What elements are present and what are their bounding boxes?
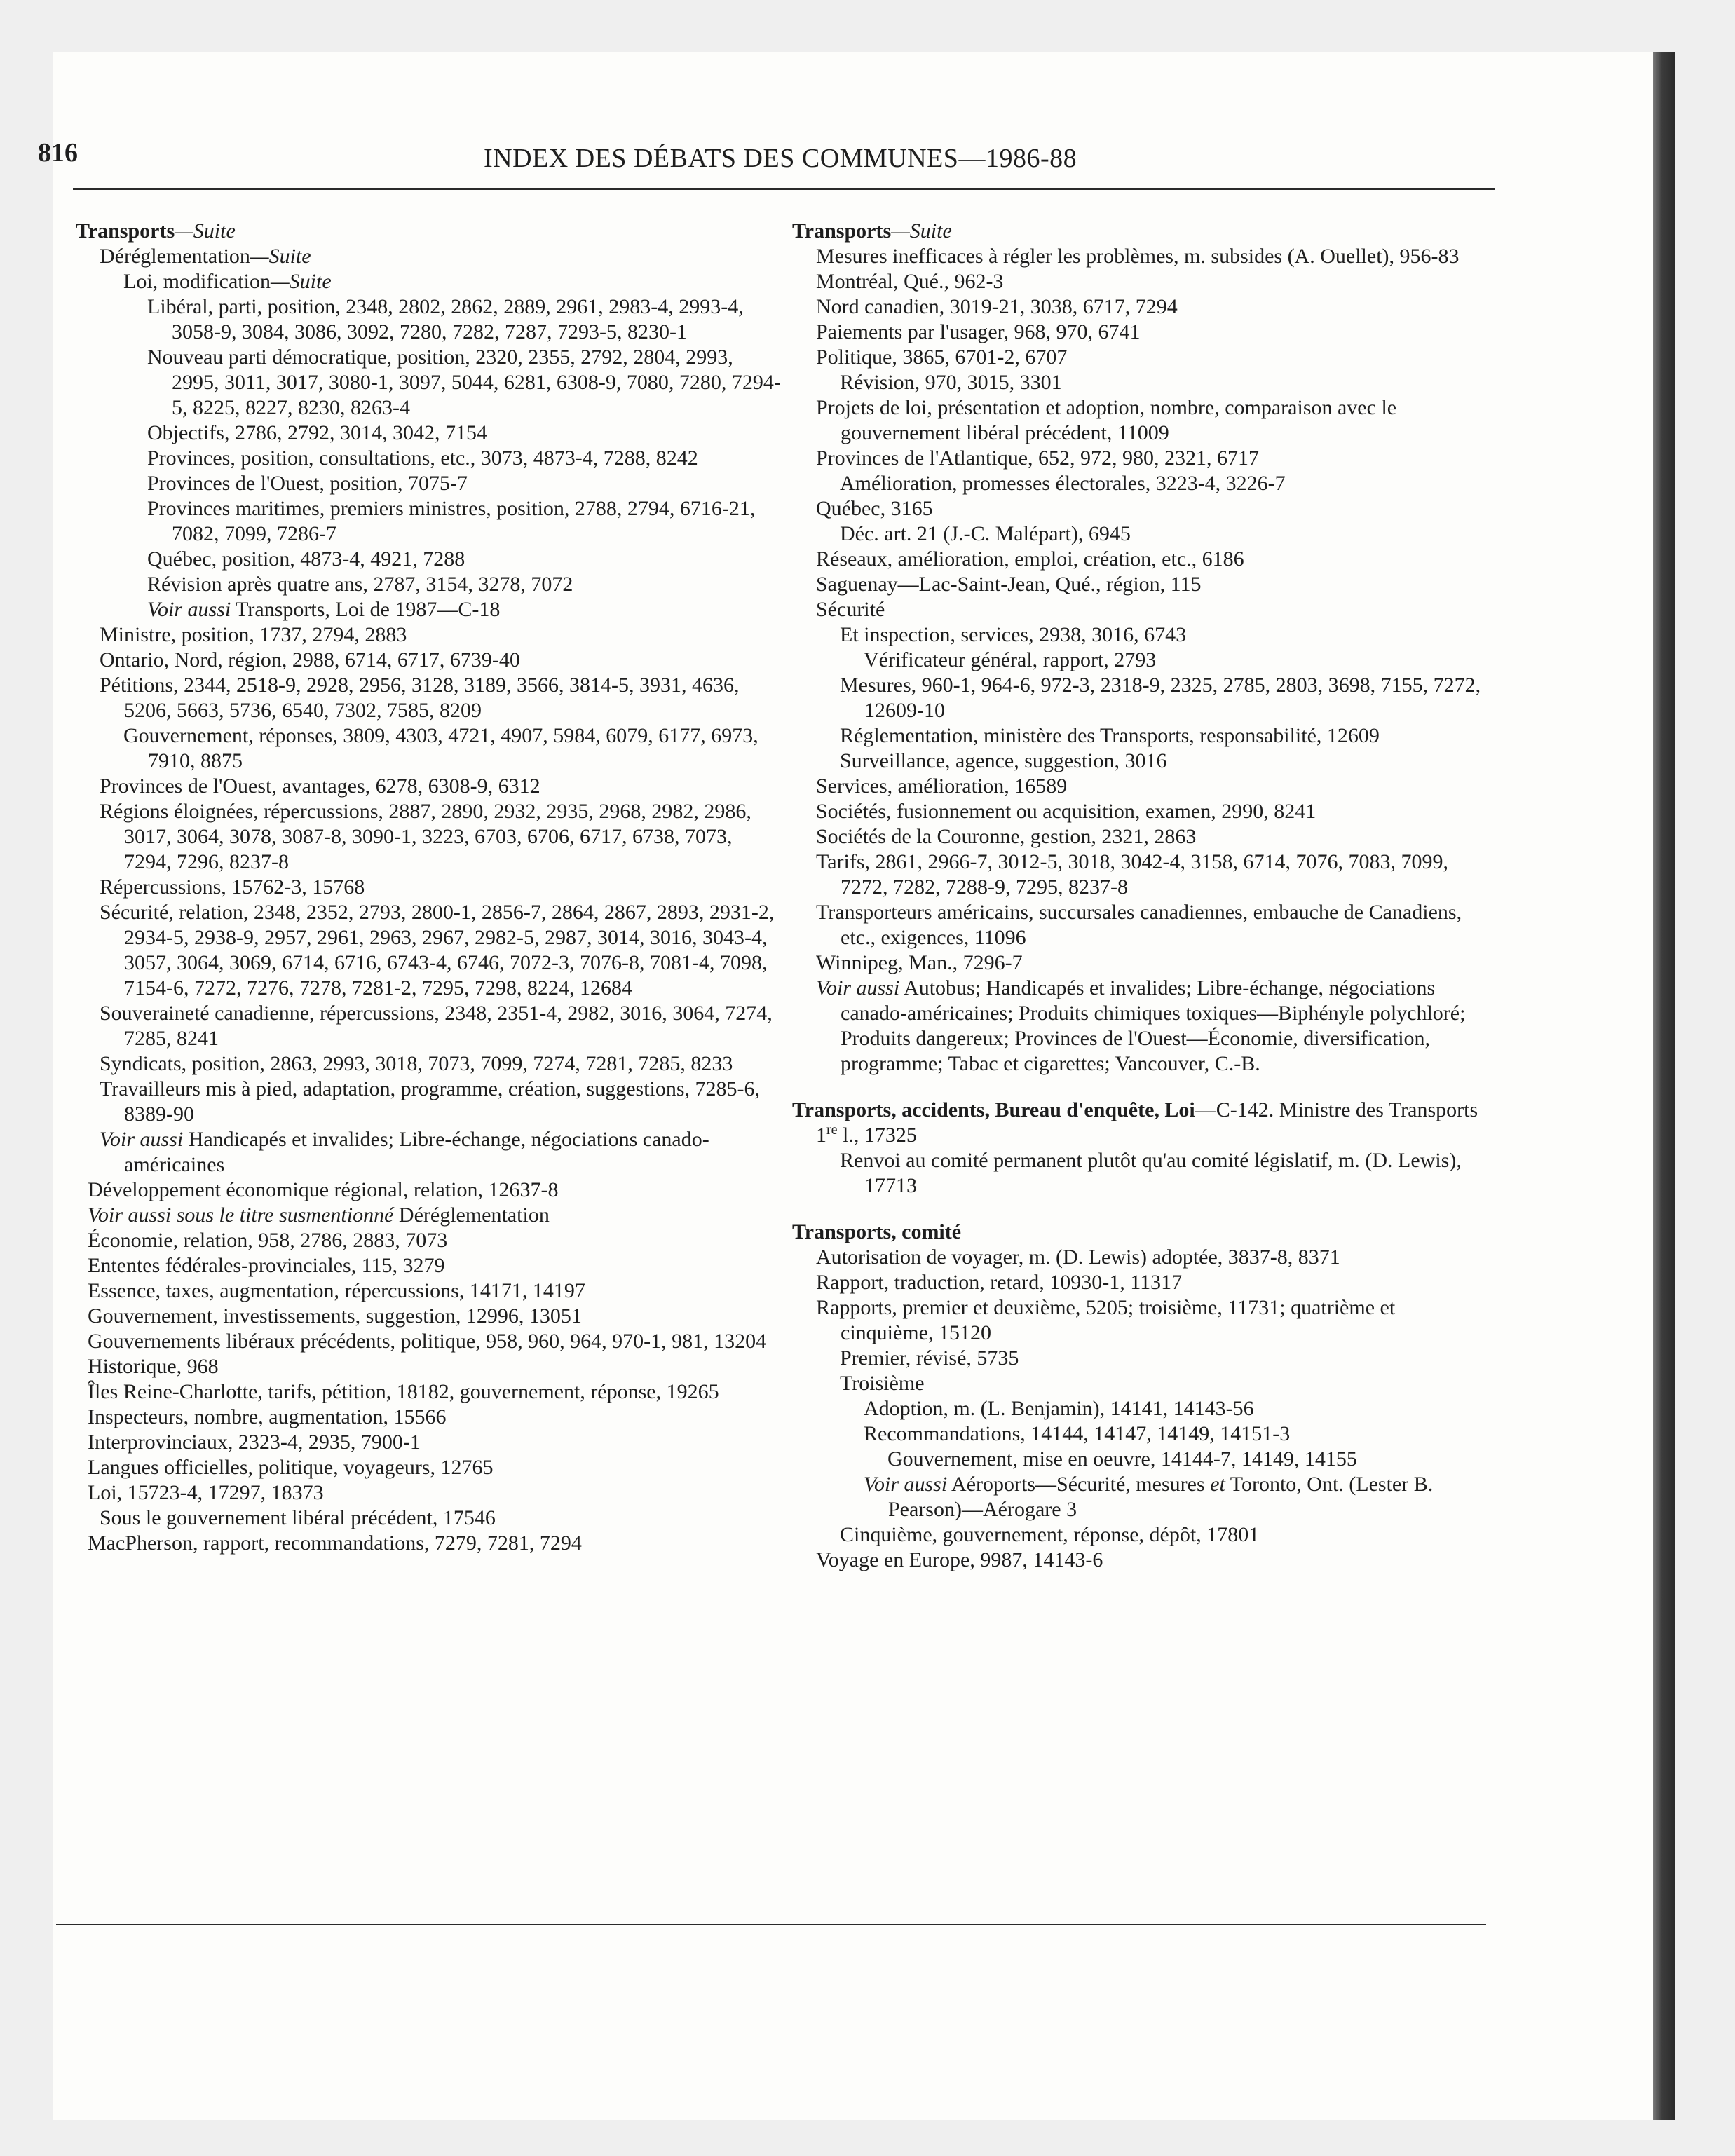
index-entry	[817, 850, 1493, 900]
entry-text: Loi, 15723-4, 17297, 18373	[88, 1481, 324, 1504]
index-entry	[817, 1346, 1493, 1371]
index-entry	[817, 799, 1493, 824]
index-entry	[88, 1455, 784, 1480]
entry-text: Tarifs, 2861, 2966-7, 3012-5, 3018, 3042-4, 3158, 6714, 7076, 7083, 7099, 7272, 7282, 7288-9, 7295, 8237-8	[816, 850, 1449, 899]
index-entry	[817, 648, 1493, 673]
index-entry	[817, 294, 1493, 320]
index-heading	[792, 219, 1493, 244]
index-entry	[88, 1354, 784, 1379]
entry-text: Objectifs, 2786, 2792, 3014, 3042, 7154	[147, 421, 487, 444]
index-entry	[88, 1178, 784, 1203]
entry-text: Sociétés, fusionnement ou acquisition, examen, 2990, 8241	[816, 800, 1316, 823]
index-entry	[100, 1001, 784, 1051]
index-entry	[817, 547, 1493, 572]
index-entry	[817, 244, 1493, 269]
entry-text: Sécurité, relation, 2348, 2352, 2793, 2800-1, 2856-7, 2864, 2867, 2893, 2931-2, 2934-5, 2938-9, 2957, 2961, 2963, 2967, 2982-5, 2987, 3014, 3016, 3043-4, 3057, 3064, 3069, 6714, 6716, 6743-4, 6746, 7072-3, 7076-8, 7081-4, 7098, 7154-6, 7272, 7276, 7278, 7281-2, 7295, 7298, 8224, 12684	[100, 901, 775, 999]
index-entry	[817, 774, 1493, 799]
index-entry	[100, 345, 784, 421]
entry-text: Gouvernement, réponses, 3809, 4303, 4721, 4907, 5984, 6079, 6177, 6973, 7910, 8875	[123, 724, 758, 772]
index-entry	[88, 1405, 784, 1430]
entry-text: 1	[816, 1124, 826, 1147]
entry-text: Sécurité	[816, 598, 885, 621]
index-entry	[100, 421, 784, 446]
index-entry	[817, 471, 1493, 496]
index-entry	[817, 1472, 1493, 1522]
entry-text: Provinces, position, consultations, etc., 3073, 4873-4, 7288, 8242	[147, 446, 698, 470]
entry-text: Transporteurs américains, succursales canadiennes, embauche de Canadiens, etc., exigences, 11096	[816, 901, 1462, 949]
entry-text-cont: Toronto, Ont. (Lester B. Pearson)—Aérogare 3	[888, 1473, 1434, 1521]
entry-text: Transports, comité	[792, 1220, 962, 1243]
entry-text: Transports, accidents, Bureau d'enquête, Loi	[792, 1098, 1195, 1121]
entry-text: Rapports, premier et deuxième, 5205; troisième, 11731; quatrième et cinquième, 15120	[816, 1296, 1396, 1344]
entry-text: Premier, révisé, 5735	[840, 1346, 1019, 1370]
index-entry	[817, 1371, 1493, 1396]
index-entry	[817, 950, 1493, 976]
entry-text: Déréglementation	[100, 245, 250, 268]
index-entry	[100, 723, 784, 774]
index-entry	[817, 572, 1493, 597]
entry-italic-prefix: Voir aussi	[100, 1128, 184, 1151]
entry-text: Troisième	[840, 1372, 925, 1395]
index-entry	[817, 900, 1493, 950]
index-column-left	[76, 219, 784, 1556]
entry-superscript: re	[826, 1122, 838, 1138]
index-entry	[817, 496, 1493, 521]
index-entry	[817, 370, 1493, 395]
index-entry	[817, 976, 1493, 1077]
entry-text: Handicapés et invalides; Libre-échange, négociations canado-américaines	[124, 1128, 709, 1176]
index-entry	[100, 875, 784, 900]
entry-text: Et inspection, services, 2938, 3016, 6743	[840, 623, 1187, 646]
entry-text: Déc. art. 21 (J.-C. Malépart), 6945	[840, 522, 1131, 545]
entry-text: Essence, taxes, augmentation, répercussions, 14171, 14197	[88, 1279, 585, 1302]
entry-text: Souveraineté canadienne, répercussions, 2348, 2351-4, 2982, 3016, 3064, 7274, 7285, 8241	[100, 1002, 773, 1050]
entry-text: Mesures, 960-1, 964-6, 972-3, 2318-9, 2325, 2785, 2803, 3698, 7155, 7272, 12609-10	[840, 674, 1481, 722]
entry-text: Autobus; Handicapés et invalides; Libre-échange, négociations canado-américaines; Produits chimiques toxiques—Biphényle polychloré; Produits dangereux; Provinces de l'Ouest—Économie, diversification, programme; Tabac et cigarettes; Vancouver, C.-B.	[841, 976, 1466, 1075]
entry-text: Interprovinciaux, 2323-4, 2935, 7900-1	[88, 1431, 421, 1454]
entry-text: Provinces de l'Atlantique, 652, 972, 980, 2321, 6717	[816, 446, 1260, 470]
index-entry	[88, 1329, 784, 1354]
entry-text: Recommandations, 14144, 14147, 14149, 14151-3	[864, 1422, 1291, 1445]
entry-suite-label: —Suite	[270, 270, 332, 293]
index-entry	[100, 622, 784, 648]
entry-text: Politique, 3865, 6701-2, 6707	[816, 346, 1068, 369]
header-rule	[73, 188, 1495, 190]
entry-text: Libéral, parti, position, 2348, 2802, 2862, 2889, 2961, 2983-4, 2993-4, 3058-9, 3084, 3086, 3092, 7280, 7282, 7287, 7293-5, 8230-1	[147, 295, 744, 343]
entry-suite-label: —Suite	[175, 219, 236, 243]
index-entry	[88, 1379, 784, 1405]
entry-text: Transports, Loi de 1987—C-18	[231, 598, 501, 621]
entry-text: Québec, 3165	[816, 497, 933, 520]
index-entry	[88, 1228, 784, 1253]
book-spine-shadow	[1653, 52, 1675, 2120]
index-heading	[76, 219, 784, 244]
entry-text: Nouveau parti démocratique, position, 2320, 2355, 2792, 2804, 2993, 2995, 3011, 3017, 3080-1, 3097, 5044, 6281, 6308-9, 7080, 7280, 7294-5, 8225, 8227, 8230, 8263-4	[147, 346, 781, 419]
index-entry	[817, 1421, 1493, 1447]
entry-text: Nord canadien, 3019-21, 3038, 6717, 7294	[816, 295, 1178, 318]
index-entry	[817, 749, 1493, 774]
index-entry	[817, 1295, 1493, 1346]
index-entry	[817, 446, 1493, 471]
index-entry	[817, 1270, 1493, 1295]
entry-text: Transports	[76, 219, 175, 243]
entry-text: Rapport, traduction, retard, 10930-1, 11317	[816, 1271, 1183, 1294]
entry-text: Gouvernement, mise en oeuvre, 14144-7, 14149, 14155	[887, 1447, 1357, 1471]
entry-text: Québec, position, 4873-4, 4921, 7288	[147, 547, 465, 571]
entry-text-cont: —C-142. Ministre des Transports	[1195, 1098, 1478, 1121]
entry-text: Vérificateur général, rapport, 2793	[864, 648, 1157, 671]
entry-text: Montréal, Qué., 962-3	[816, 270, 1004, 293]
index-entry	[817, 521, 1493, 547]
entry-text: Surveillance, agence, suggestion, 3016	[840, 749, 1167, 772]
entry-text: Réseaux, amélioration, emploi, création, etc., 6186	[816, 547, 1244, 571]
index-entry	[817, 622, 1493, 648]
entry-suite-label: —Suite	[250, 245, 311, 268]
entry-italic-prefix: Voir aussi	[864, 1473, 948, 1496]
index-entry	[88, 1531, 784, 1556]
index-entry	[100, 1127, 784, 1178]
index-entry	[88, 1253, 784, 1278]
entry-italic-connector: et	[1210, 1473, 1225, 1496]
entry-text: Provinces de l'Ouest, avantages, 6278, 6308-9, 6312	[100, 775, 540, 798]
index-entry	[817, 320, 1493, 345]
index-heading	[792, 1098, 1493, 1123]
entry-text: Provinces de l'Ouest, position, 7075-7	[147, 472, 468, 495]
index-entry	[817, 395, 1493, 446]
index-entry	[817, 597, 1493, 622]
index-entry	[100, 244, 784, 269]
index-entry	[100, 446, 784, 471]
entry-text: Répercussions, 15762-3, 15768	[100, 875, 365, 899]
entry-suite-label: —Suite	[891, 219, 952, 243]
page-number: 816	[38, 138, 78, 168]
index-entry	[88, 1203, 784, 1228]
index-entry	[817, 1522, 1493, 1548]
entry-text: Langues officielles, politique, voyageurs, 12765	[88, 1456, 494, 1479]
index-entry	[100, 547, 784, 572]
index-entry	[100, 774, 784, 799]
entry-text: Mesures inefficaces à régler les problèmes, m. subsides (A. Ouellet), 956-83	[816, 245, 1460, 268]
entry-text: Voyage en Europe, 9987, 14143-6	[816, 1548, 1103, 1571]
entry-text: MacPherson, rapport, recommandations, 7279, 7281, 7294	[88, 1531, 582, 1555]
entry-text: Autorisation de voyager, m. (D. Lewis) adoptée, 3837-8, 8371	[816, 1246, 1340, 1269]
index-entry	[88, 1480, 784, 1506]
index-entry	[100, 597, 784, 622]
entry-text: Paiements par l'usager, 968, 970, 6741	[816, 320, 1141, 343]
index-entry	[100, 799, 784, 875]
index-entry	[817, 1396, 1493, 1421]
index-entry	[100, 496, 784, 547]
entry-text: Ministre, position, 1737, 2794, 2883	[100, 623, 407, 646]
index-entry	[817, 345, 1493, 370]
index-entry	[817, 824, 1493, 850]
entry-text: Économie, relation, 958, 2786, 2883, 7073	[88, 1229, 448, 1252]
entry-text: Inspecteurs, nombre, augmentation, 15566	[88, 1405, 447, 1428]
entry-text: Projets de loi, présentation et adoption, nombre, comparaison avec le gouvernement libéral précédent, 11009	[816, 396, 1397, 444]
index-entry	[100, 1051, 784, 1077]
entry-text: Réglementation, ministère des Transports, responsabilité, 12609	[840, 724, 1380, 747]
entry-text: Sous le gouvernement libéral précédent, 17546	[100, 1506, 496, 1529]
entry-italic-prefix: Voir aussi	[816, 976, 900, 999]
entry-text: Loi, modification	[123, 270, 271, 293]
index-entry	[100, 294, 784, 345]
entry-text: Pétitions, 2344, 2518-9, 2928, 2956, 3128, 3189, 3566, 3814-5, 3931, 4636, 5206, 5663, 5736, 6540, 7302, 7585, 8209	[100, 674, 740, 722]
entry-text: Déréglementation	[393, 1203, 550, 1227]
entry-text: Winnipeg, Man., 7296-7	[816, 951, 1023, 974]
footer-rule	[56, 1924, 1486, 1925]
entry-text: Saguenay—Lac-Saint-Jean, Qué., région, 115	[816, 573, 1202, 596]
entry-text: Révision, 970, 3015, 3301	[840, 371, 1062, 394]
index-entry	[88, 1430, 784, 1455]
index-entry	[100, 900, 784, 1001]
entry-text: Adoption, m. (L. Benjamin), 14141, 14143-56	[864, 1397, 1254, 1420]
entry-text: Cinquième, gouvernement, réponse, dépôt, 17801	[840, 1523, 1260, 1546]
entry-text: Gouvernement, investissements, suggestion, 12996, 13051	[88, 1304, 582, 1328]
index-entry	[817, 673, 1493, 723]
entry-text: Gouvernements libéraux précédents, politique, 958, 960, 964, 970-1, 981, 13204	[88, 1330, 767, 1353]
entry-italic-prefix: Voir aussi	[147, 598, 231, 621]
entry-text: Renvoi au comité permanent plutôt qu'au comité législatif, m. (D. Lewis), 17713	[840, 1149, 1462, 1197]
index-heading	[792, 1220, 1493, 1245]
index-entry	[100, 1077, 784, 1127]
page-title: INDEX DES DÉBATS DES COMMUNES—1986-88	[484, 144, 1077, 173]
entry-text: Services, amélioration, 16589	[816, 775, 1068, 798]
index-entry	[817, 269, 1493, 294]
index-entry	[817, 723, 1493, 749]
entry-text: Ontario, Nord, région, 2988, 6714, 6717, 6739-40	[100, 648, 520, 671]
entry-text: Aéroports—Sécurité, mesures	[947, 1473, 1211, 1496]
index-entry	[817, 1548, 1493, 1573]
entry-text-cont: l., 17325	[837, 1124, 917, 1147]
index-entry	[817, 1148, 1493, 1199]
entry-text: Syndicats, position, 2863, 2993, 3018, 7073, 7099, 7274, 7281, 7285, 8233	[100, 1052, 733, 1075]
entry-text: Provinces maritimes, premiers ministres, position, 2788, 2794, 6716-21, 7082, 7099, 7286-7	[147, 497, 756, 545]
entry-text: Îles Reine-Charlotte, tarifs, pétition, 18182, gouvernement, réponse, 19265	[88, 1380, 719, 1403]
entry-text: Révision après quatre ans, 2787, 3154, 3278, 7072	[147, 573, 573, 596]
entry-text: Développement économique régional, relation, 12637-8	[88, 1178, 559, 1201]
entry-text: Historique, 968	[88, 1355, 219, 1378]
entry-text: Travailleurs mis à pied, adaptation, programme, création, suggestions, 7285-6, 8389-90	[100, 1077, 761, 1126]
index-entry	[817, 1123, 1493, 1148]
index-entry	[88, 1304, 784, 1329]
entry-text: Régions éloignées, répercussions, 2887, 2890, 2932, 2935, 2968, 2982, 2986, 3017, 3064, 3078, 3087-8, 3090-1, 3223, 6703, 6706, 6717, 6738, 7073, 7294, 7296, 8237-8	[100, 800, 751, 873]
entry-text: Amélioration, promesses électorales, 3223-4, 3226-7	[840, 472, 1286, 495]
index-entry	[100, 673, 784, 723]
index-entry	[817, 1245, 1493, 1270]
index-entry	[100, 572, 784, 597]
entry-text: Transports	[792, 219, 892, 243]
index-entry	[100, 269, 784, 294]
index-entry	[817, 1447, 1493, 1472]
index-entry	[100, 1506, 784, 1531]
entry-text: Ententes fédérales-provinciales, 115, 3279	[88, 1254, 445, 1277]
entry-italic-prefix: Voir aussi sous le titre susmentionné	[88, 1203, 394, 1227]
index-entry	[100, 648, 784, 673]
index-entry	[88, 1278, 784, 1304]
index-column-right	[792, 219, 1493, 1573]
entry-text: Sociétés de la Couronne, gestion, 2321, 2863	[816, 825, 1197, 848]
index-entry	[100, 471, 784, 496]
